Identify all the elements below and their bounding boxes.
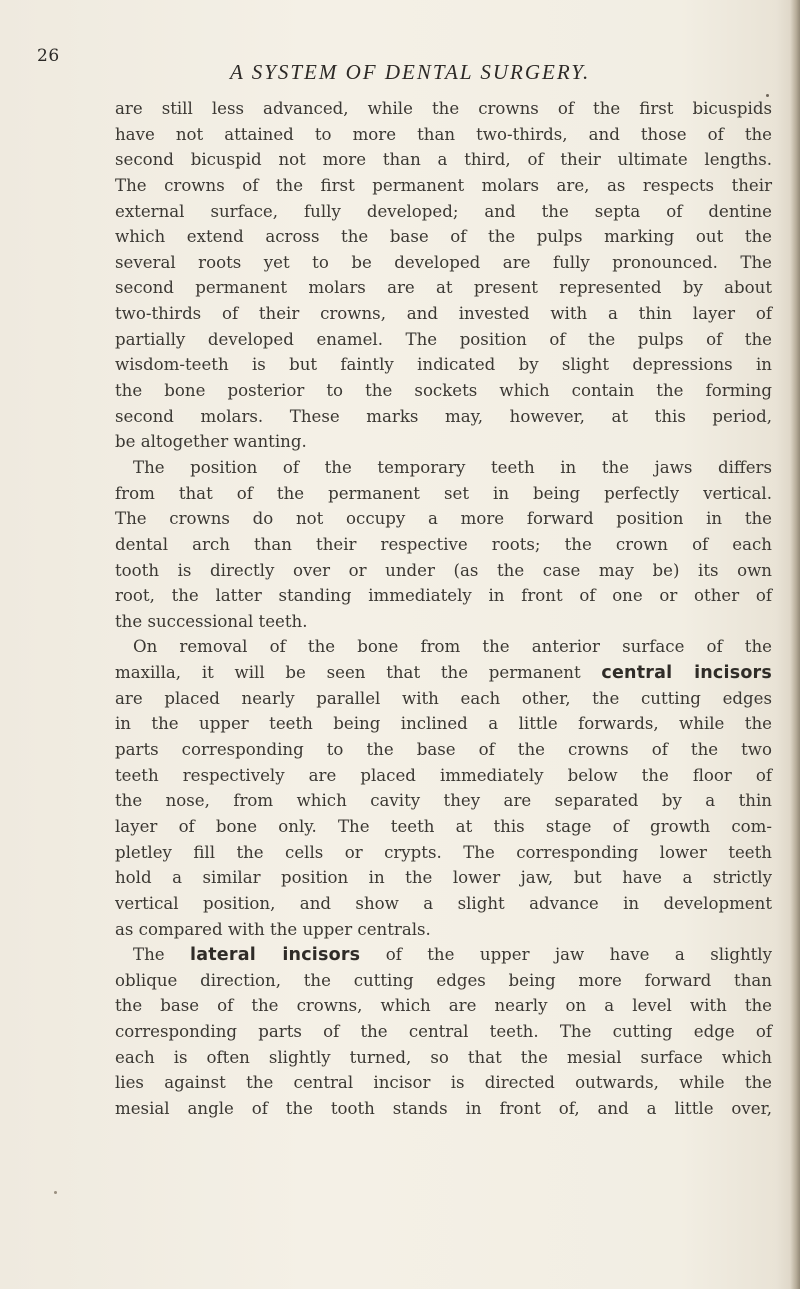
page-number: 26: [37, 46, 60, 66]
text-line: teeth respectively are placed immediately below the floor of: [115, 765, 772, 785]
text-line: several roots yet to be developed are fully pronounced. The: [115, 252, 772, 272]
text-line: the successional teeth.: [115, 611, 308, 631]
text-line: which extend across the base of the pulps marking out the: [115, 227, 772, 247]
text-line: The crowns do not occupy a more forward position in the: [115, 509, 772, 529]
text-line: second permanent molars are at present represented by about: [115, 278, 772, 298]
text-line: tooth is directly over or under (as the case may be) its own: [115, 560, 772, 580]
page-edge-shadow: [790, 0, 800, 1289]
text-line: second bicuspid not more than a third, of their ultimate lengths.: [115, 150, 772, 170]
text-line: the bone posterior to the sockets which contain the forming: [115, 381, 772, 401]
text-line: [115, 660, 772, 686]
text-fragment: maxilla, it will be seen that the permanent: [115, 663, 581, 683]
text-line: hold a similar position in the lower jaw, but have a strictly: [115, 868, 772, 888]
text-line: oblique direction, the cutting edges being more forward than: [115, 970, 772, 990]
text-line: lies against the central incisor is directed outwards, while the: [115, 1073, 772, 1093]
text-line: are placed nearly parallel with each other, the cutting edges: [115, 688, 772, 708]
text-line: mesial angle of the tooth stands in front of, and a little over,: [115, 1098, 772, 1118]
text-line: external surface, fully developed; and the septa of dentine: [115, 201, 772, 221]
text-line: are still less advanced, while the crowns of the first bicuspids: [115, 99, 772, 118]
text-line: be altogether wanting.: [115, 432, 307, 452]
running-head: A SYSTEM OF DENTAL SURGERY.: [230, 60, 591, 84]
term-central-incisors: central incisors: [601, 663, 772, 684]
text-line: The position of the temporary teeth in the jaws differs: [133, 457, 772, 477]
text-line: On removal of the bone from the anterior surface of the: [133, 637, 772, 657]
text-line: from that of the permanent set in being perfectly vertical.: [115, 483, 772, 503]
text-line: the nose, from which cavity they are separated by a thin: [115, 791, 772, 811]
text-line: root, the latter standing immediately in front of one or other of: [115, 586, 772, 606]
text-line: two-thirds of their crowns, and invested with a thin layer of: [115, 304, 772, 324]
text-line: [115, 942, 772, 968]
term-lateral-incisors: lateral incisors: [190, 945, 361, 966]
text-line: pletley fill the cells or crypts. The corresponding lower teeth: [115, 842, 772, 862]
text-line: have not attained to more than two-thirds, and those of the: [115, 124, 772, 144]
text-line: each is often slightly turned, so that the mesial surface which: [115, 1047, 772, 1067]
text-line: wisdom-teeth is but faintly indicated by slight depressions in: [115, 355, 772, 375]
text-line: parts corresponding to the base of the crowns of the two: [115, 740, 772, 760]
text-line: layer of bone only. The teeth at this stage of growth com-: [115, 816, 772, 836]
text-line: corresponding parts of the central teeth. The cutting edge of: [115, 1022, 772, 1042]
text-line: partially developed enamel. The position of the pulps of the: [115, 329, 772, 349]
body-text: [115, 96, 772, 1122]
text-line: dental arch than their respective roots; the crown of each: [115, 534, 772, 554]
text-line: the base of the crowns, which are nearly on a level with the: [115, 996, 772, 1016]
text-line: vertical position, and show a slight advance in development: [115, 893, 772, 913]
text-line: in the upper teeth being inclined a little forwards, while the: [115, 714, 772, 734]
print-speck: [54, 1191, 57, 1194]
text-line: The crowns of the first permanent molars are, as respects their: [115, 175, 772, 195]
text-line: second molars. These marks may, however, at this period,: [115, 406, 772, 426]
text-line: as compared with the upper centrals.: [115, 919, 431, 939]
text-fragment: of the upper jaw have a slightly: [385, 945, 772, 965]
text-fragment: The: [133, 945, 165, 965]
